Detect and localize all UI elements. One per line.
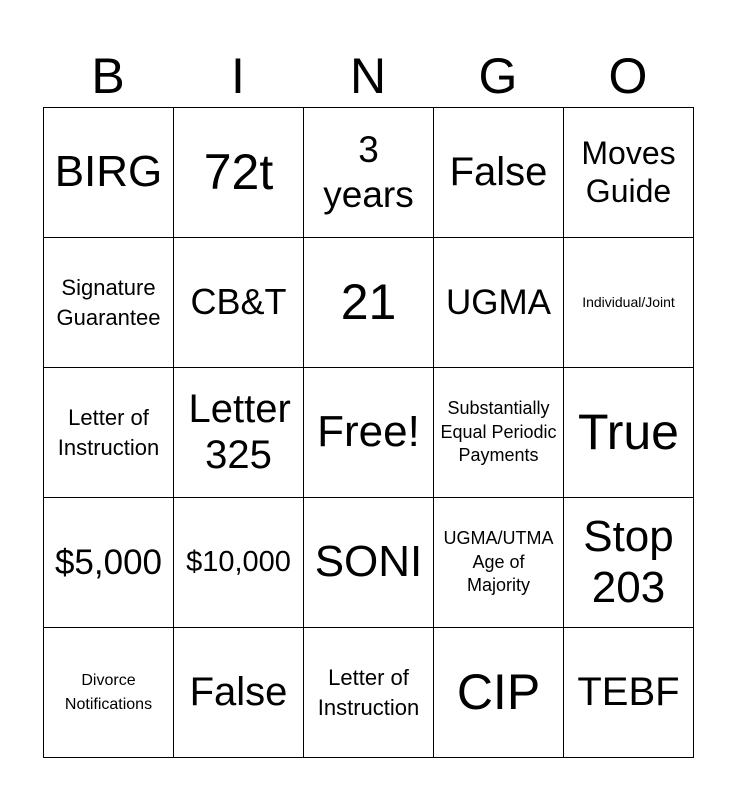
bingo-cell[interactable] xyxy=(174,368,304,498)
bingo-cell[interactable] xyxy=(304,498,434,628)
cell-text: 3 years xyxy=(323,129,414,215)
cell-text: Stop 203 xyxy=(583,511,674,612)
cell-text: Moves Guide xyxy=(581,134,676,209)
cell-text: $5,000 xyxy=(54,542,163,582)
cell-text: Substantially Equal Periodic Payments xyxy=(440,398,557,466)
cell-text: Free! xyxy=(317,407,420,457)
cell-text: CIP xyxy=(456,664,541,721)
bingo-cell[interactable] xyxy=(434,108,564,238)
cell-text: TEBF xyxy=(577,669,680,714)
header-letter-b: B xyxy=(91,48,125,104)
cell-text: 21 xyxy=(340,274,397,331)
cell-text: False xyxy=(449,149,548,194)
header-letter-g: G xyxy=(478,48,518,104)
cell-text: Signature Guarantee xyxy=(56,274,161,330)
bingo-cell[interactable] xyxy=(304,238,434,368)
header-letter-n: N xyxy=(349,48,387,104)
bingo-cell[interactable] xyxy=(304,368,434,498)
bingo-cell[interactable] xyxy=(564,368,694,498)
bingo-cell[interactable] xyxy=(44,238,174,368)
bingo-cell[interactable] xyxy=(434,498,564,628)
bingo-cell[interactable] xyxy=(44,108,174,238)
bingo-cell[interactable] xyxy=(44,368,174,498)
cell-text: SONI xyxy=(314,537,423,587)
bingo-cell[interactable] xyxy=(174,238,304,368)
bingo-cell[interactable] xyxy=(304,108,434,238)
bingo-cell[interactable] xyxy=(304,628,434,758)
header-letter-o: O xyxy=(608,48,648,104)
bingo-cell[interactable] xyxy=(564,108,694,238)
cell-text: $10,000 xyxy=(186,546,291,579)
cell-text: Letter of Instruction xyxy=(57,404,160,460)
bingo-cell[interactable] xyxy=(434,238,564,368)
cell-text: UGMA/UTMA Age of Majority xyxy=(443,528,554,596)
bingo-cell[interactable] xyxy=(564,628,694,758)
bingo-header xyxy=(43,46,693,106)
bingo-cell[interactable] xyxy=(44,498,174,628)
bingo-cell[interactable] xyxy=(564,238,694,368)
cell-text: Individual/Joint xyxy=(582,294,675,311)
cell-text: BIRG xyxy=(54,147,163,197)
cell-text: CB&T xyxy=(190,281,287,323)
bingo-cell[interactable] xyxy=(174,108,304,238)
bingo-cell[interactable] xyxy=(174,498,304,628)
bingo-board xyxy=(43,107,694,758)
bingo-cell[interactable] xyxy=(44,628,174,758)
cell-text: 72t xyxy=(203,144,274,201)
bingo-cell[interactable] xyxy=(174,628,304,758)
cell-text: False xyxy=(189,669,288,714)
cell-text: Letter of Instruction xyxy=(317,664,420,720)
cell-text: True xyxy=(578,404,679,461)
cell-text: Letter 325 xyxy=(188,387,291,477)
bingo-cell[interactable] xyxy=(434,628,564,758)
header-letter-i: I xyxy=(231,48,245,104)
bingo-cell[interactable] xyxy=(564,498,694,628)
cell-text: UGMA xyxy=(446,282,551,322)
bingo-cell[interactable] xyxy=(434,368,564,498)
cell-text: Divorce Notifications xyxy=(64,672,153,713)
